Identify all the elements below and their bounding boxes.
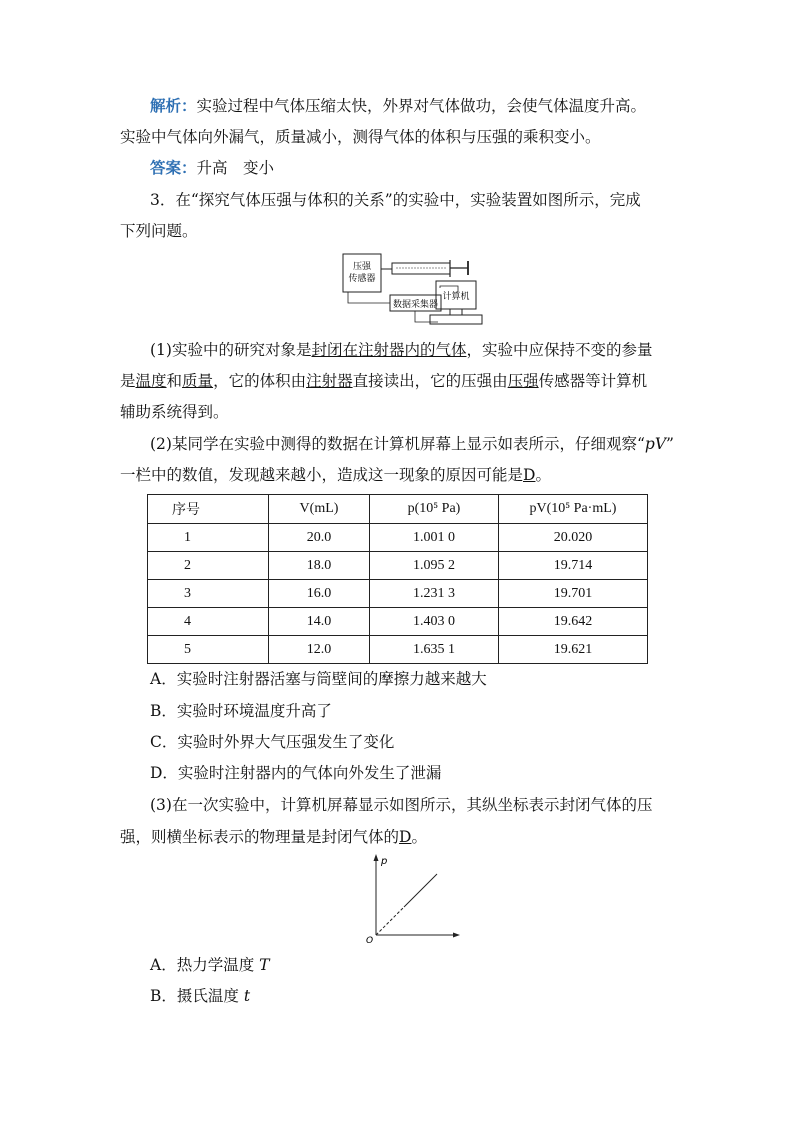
table-cell: 20.020 xyxy=(499,524,648,552)
table-header-row xyxy=(148,495,648,524)
question-3-line-2: 下列问题。 xyxy=(120,222,198,240)
computer-base xyxy=(430,315,482,324)
data-table xyxy=(147,494,648,664)
table-cell: 16.0 xyxy=(269,580,370,608)
answer-text: 升高 变小 xyxy=(196,159,275,177)
part-3-text-c: 。 xyxy=(411,828,427,846)
table-header: V(mL) xyxy=(269,495,370,524)
part-1-text-c: ，实验中应保持不变的参量 xyxy=(466,341,653,359)
origin-label: O xyxy=(366,936,374,946)
table-header: 序号 xyxy=(148,495,269,524)
computer-label: 计算机 xyxy=(442,292,470,302)
part-1-text-l: 传感器等计算机 xyxy=(538,372,648,390)
table-cell: 19.714 xyxy=(499,552,648,580)
table-cell: 1.001 0 xyxy=(370,524,499,552)
part-1-text-h: ，它的体积由 xyxy=(213,372,307,390)
option-2-b: B．实验时环境温度升高了 xyxy=(150,702,332,720)
table-cell: 20.0 xyxy=(269,524,370,552)
option-2-a: A．实验时注射器活塞与筒壁间的摩擦力越来越大 xyxy=(150,670,487,688)
table-cell: 19.621 xyxy=(499,636,648,664)
table-cell: 1.095 2 xyxy=(370,552,499,580)
option-2-c: C．实验时外界大气压强发生了变化 xyxy=(150,733,395,751)
option-3-b xyxy=(150,985,250,1007)
pressure-sensor-label-1: 压强 xyxy=(352,262,372,272)
table-cell: 2 xyxy=(148,552,269,580)
answer-volume-source: 注射器 xyxy=(306,372,353,390)
answer-constant-mass: 质量 xyxy=(182,372,214,390)
analysis-line-1 xyxy=(150,95,646,117)
graph-line-measured xyxy=(404,874,437,907)
table-header: p(10⁵ Pa) xyxy=(370,495,499,524)
answer-pressure-source: 压强 xyxy=(507,372,539,390)
answer-part-2: D xyxy=(523,466,536,484)
table-cell: 1.403 0 xyxy=(370,608,499,636)
pressure-sensor-box xyxy=(343,254,381,292)
analysis-label: 解析： xyxy=(150,96,197,115)
part-2-line-1 xyxy=(150,433,674,455)
syringe-barrel xyxy=(392,263,450,274)
option-3-b-var: t xyxy=(243,987,251,1005)
table-header: pV(10⁵ Pa·mL) xyxy=(499,495,648,524)
option-2-d: D．实验时注射器内的气体向外发生了泄漏 xyxy=(150,764,442,782)
answer-part-3: D xyxy=(399,828,412,846)
table-cell: 18.0 xyxy=(269,552,370,580)
pressure-sensor-label-2: 传感器 xyxy=(348,274,376,284)
table-row xyxy=(148,580,648,608)
pressure-graph xyxy=(360,852,465,947)
part-1-text-a: (1)实验中的研究对象是 xyxy=(150,341,312,359)
table-row xyxy=(148,524,648,552)
answer-label: 答案： xyxy=(150,158,197,177)
part-2-text-a: (2)某同学在实验中测得的数据在计算机屏幕上显示如表所示，仔细观察“ xyxy=(150,435,645,453)
table-cell: 19.642 xyxy=(499,608,648,636)
table-row xyxy=(148,636,648,664)
part-2-line-2 xyxy=(120,464,551,486)
graph-line-extrapolated xyxy=(376,907,404,935)
part-1-line-1 xyxy=(150,339,653,361)
part-3-line-2 xyxy=(120,826,427,848)
answer-research-object: 封闭在注射器内的气体 xyxy=(311,341,467,359)
table-cell: 5 xyxy=(148,636,269,664)
part-1-text-f: 和 xyxy=(166,372,183,390)
y-axis-label: p xyxy=(381,856,388,867)
option-3-b-text: B．摄氏温度 xyxy=(150,987,244,1005)
table-cell: 19.701 xyxy=(499,580,648,608)
table-cell: 12.0 xyxy=(269,636,370,664)
analysis-text-1: 实验过程中气体压缩太快，外界对气体做功，会使气体温度升高。 xyxy=(196,97,647,115)
table-cell: 3 xyxy=(148,580,269,608)
option-3-a-var: T xyxy=(259,956,270,974)
answer-constant-temperature: 温度 xyxy=(135,372,167,390)
part-2-pv: pV xyxy=(644,435,667,453)
table-row xyxy=(148,552,648,580)
table-cell: 1.635 1 xyxy=(370,636,499,664)
part-2-text-e: 。 xyxy=(535,466,551,484)
table-cell: 1.231 3 xyxy=(370,580,499,608)
part-1-line-2 xyxy=(120,370,647,392)
table-cell: 1 xyxy=(148,524,269,552)
part-2-text-d: 一栏中的数值，发现越来越小，造成这一现象的原因可能是 xyxy=(120,466,524,484)
analysis-line-2: 实验中气体向外漏气，质量减小，测得气体的体积与压强的乘积变小。 xyxy=(120,128,601,146)
option-3-a xyxy=(150,954,269,976)
part-1-text-d: 是 xyxy=(120,372,136,390)
part-2-text-c: ” xyxy=(666,435,674,453)
apparatus-diagram xyxy=(340,250,485,330)
option-3-a-text: A．热力学温度 xyxy=(150,956,260,974)
data-collector-label: 数据采集器 xyxy=(392,300,439,310)
part-1-text-j: 直接读出，它的压强由 xyxy=(352,372,508,390)
question-3-line-1: 3．在“探究气体压强与体积的关系”的实验中，实验装置如图所示，完成 xyxy=(150,191,641,209)
table-row xyxy=(148,608,648,636)
part-3-line-1: (3)在一次实验中，计算机屏幕显示如图所示，其纵坐标表示封闭气体的压 xyxy=(150,796,653,814)
part-3-text-a: 强，则横坐标表示的物理量是封闭气体的 xyxy=(120,828,400,846)
part-1-line-3: 辅助系统得到。 xyxy=(120,403,229,421)
answer-line xyxy=(150,157,274,179)
table-cell: 4 xyxy=(148,608,269,636)
table-cell: 14.0 xyxy=(269,608,370,636)
